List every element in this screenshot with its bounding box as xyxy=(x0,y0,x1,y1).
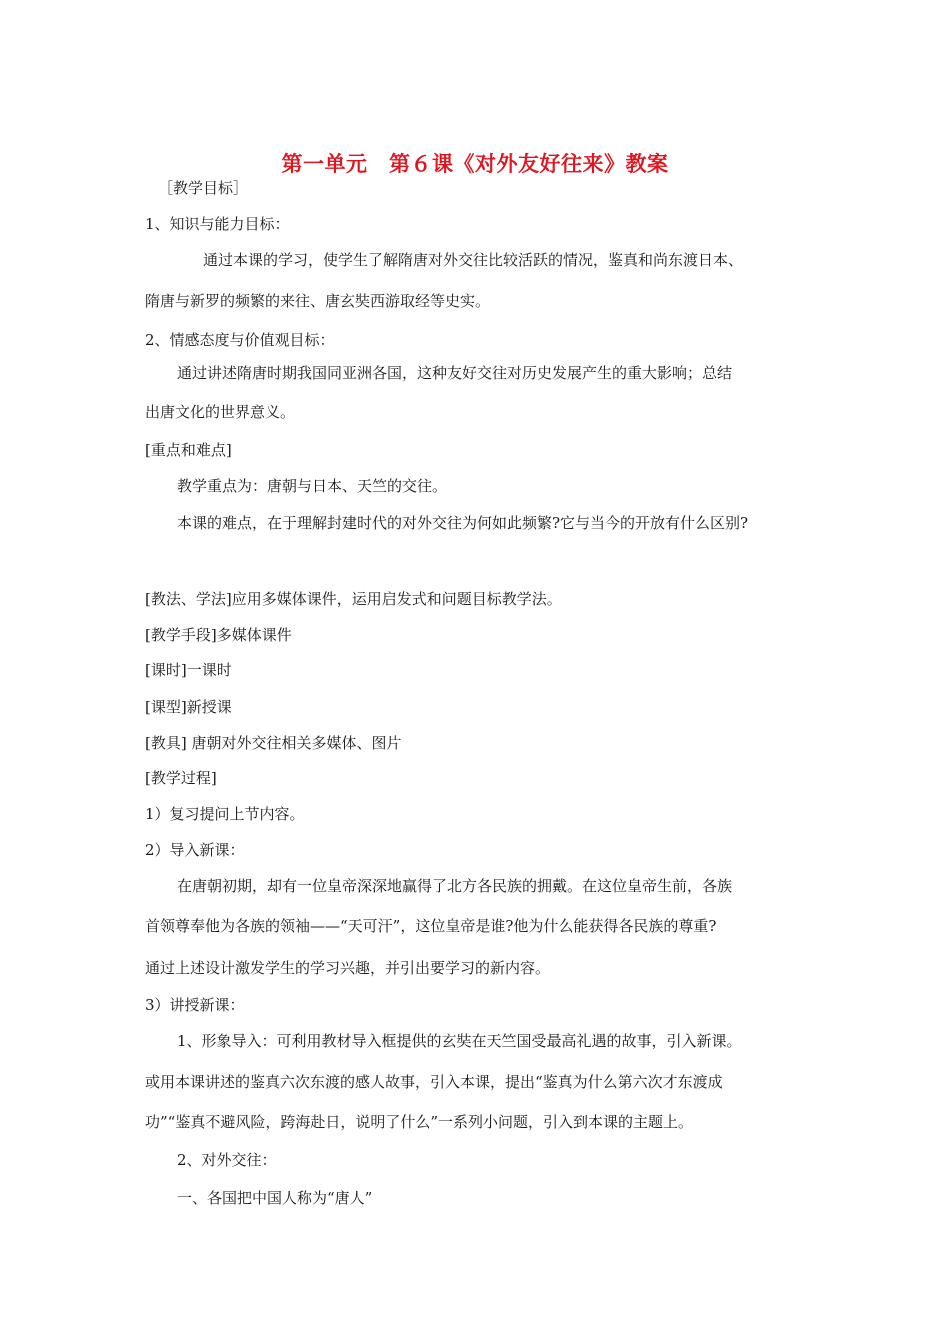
paragraph-line: [教具] 唐朝对外交往相关多媒体、图片 xyxy=(145,734,402,752)
document-title: 第一单元 第６课《对外友好往来》教案 xyxy=(281,152,669,176)
paragraph-line: 2、情感态度与价值观目标： xyxy=(145,331,335,349)
section-heading-keypoints: [重点和难点] xyxy=(145,441,232,459)
paragraph-line: 本课的难点，在于理解封建时代的对外交往为何如此频繁?它与当今的开放有什么区别? xyxy=(177,514,749,532)
paragraph-line: 通过上述设计激发学生的学习兴趣，并引出要学习的新内容。 xyxy=(145,959,551,977)
paragraph-line: 1、形象导入：可利用教材导入框提供的玄奘在天竺国受最高礼遇的故事，引入新课。 xyxy=(177,1032,742,1050)
paragraph-line: 或用本课讲述的鉴真六次东渡的感人故事，引入本课，提出“鉴真为什么第六次才东渡成 xyxy=(145,1073,723,1091)
paragraph-line: 出唐文化的世界意义。 xyxy=(145,403,296,421)
paragraph-line: [教学手段]多媒体课件 xyxy=(145,626,292,644)
paragraph-line: 2）导入新课： xyxy=(145,841,245,859)
paragraph-line: 教学重点为：唐朝与日本、天竺的交往。 xyxy=(177,477,448,495)
paragraph-line: 通过讲述隋唐时期我国同亚洲各国，这种友好交往对历史发展产生的重大影响；总结 xyxy=(177,364,733,382)
section-heading-objectives: ［教学目标］ xyxy=(158,179,249,197)
paragraph-line: 功”“鉴真不避风险，跨海赴日，说明了什么”一系列小问题，引入到本课的主题上。 xyxy=(145,1113,694,1131)
paragraph-line: 在唐朝初期，却有一位皇帝深深地赢得了北方各民族的拥戴。在这位皇帝生前，各族 xyxy=(177,877,733,895)
paragraph-line: 3）讲授新课： xyxy=(145,996,245,1014)
paragraph-line: [课时]一课时 xyxy=(145,661,232,679)
paragraph-line: 隋唐与新罗的频繁的来往、唐玄奘西游取经等史实。 xyxy=(145,292,491,310)
section-heading-process: [教学过程] xyxy=(145,769,217,787)
paragraph-line: 2、对外交往： xyxy=(177,1151,277,1169)
paragraph-line: 一、各国把中国人称为“唐人” xyxy=(177,1189,373,1207)
paragraph-line: 首领尊奉他为各族的领袖——“天可汗”，这位皇帝是谁?他为什么能获得各民族的尊重? xyxy=(145,917,717,935)
paragraph-line: 1、知识与能力目标： xyxy=(145,215,290,233)
paragraph-line: [教法、学法]应用多媒体课件，运用启发式和问题目标教学法。 xyxy=(145,590,562,608)
paragraph-line: 1）复习提问上节内容。 xyxy=(145,805,305,823)
paragraph-line: [课型]新授课 xyxy=(145,698,232,716)
paragraph-line: 通过本课的学习，使学生了解隋唐对外交往比较活跃的情况，鉴真和尚东渡日本、 xyxy=(203,251,744,269)
